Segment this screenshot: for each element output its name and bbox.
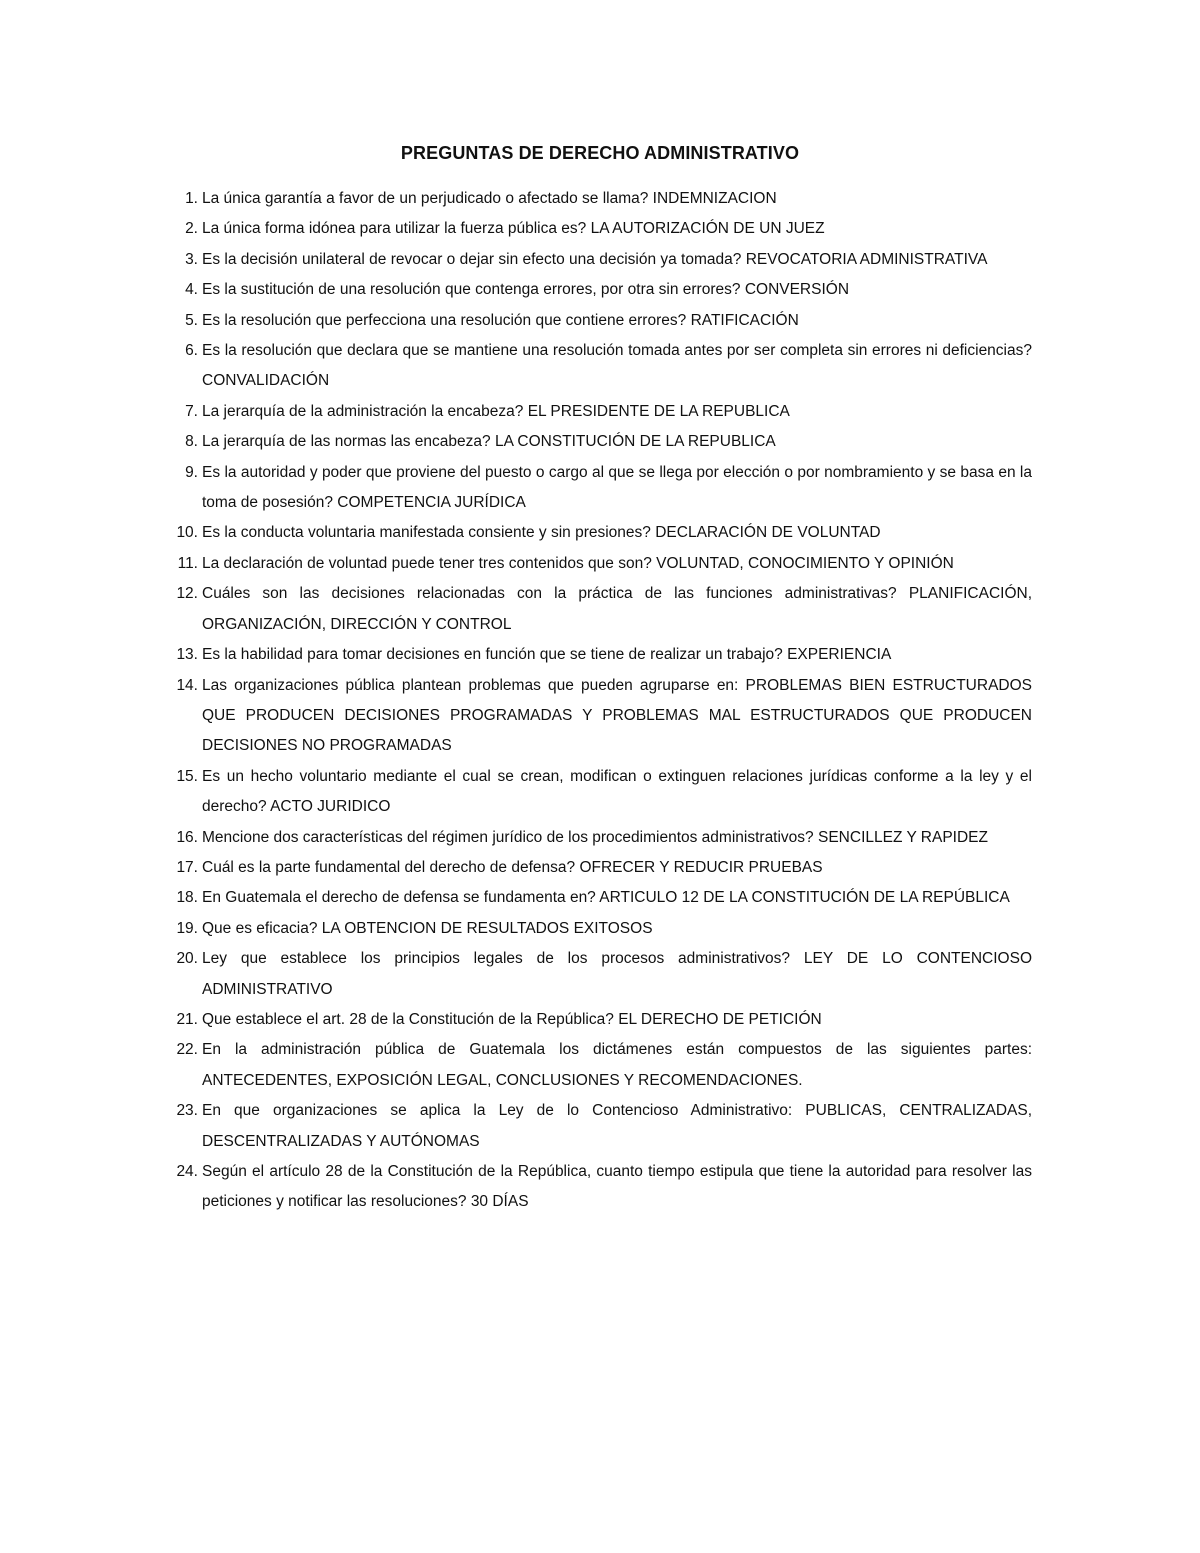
list-item: [160, 579, 1032, 640]
question-number: 17.: [176, 858, 198, 876]
answer-text: LEY DE LO CONTENCIOSO ADMINISTRATIVO: [202, 950, 1033, 998]
question-number: 11.: [177, 554, 198, 572]
list-item: [160, 275, 1032, 305]
list-item: [160, 1005, 1032, 1035]
question-text: La jerarquía de la administración la encabeza?: [202, 402, 524, 420]
list-item: [160, 671, 1032, 762]
question-text: Cuáles son las decisiones relacionadas con la práctica de las funciones administrativas?: [202, 585, 897, 603]
question-text: Cuál es la parte fundamental del derecho de defensa?: [202, 858, 576, 876]
question-text: Es la decisión unilateral de revocar o dejar sin efecto una decisión ya tomada?: [202, 250, 742, 268]
question-number: 23.: [176, 1102, 198, 1120]
answer-text: ACTO JURIDICO: [270, 798, 391, 816]
question-text: Es la resolución que declara que se mantiene una resolución tomada antes por ser completa sin errores ni deficiencias?: [202, 342, 1032, 360]
answer-text: RATIFICACIÓN: [690, 311, 799, 329]
question-number: 13.: [176, 646, 198, 664]
question-number: 3.: [185, 250, 198, 268]
list-item: [160, 458, 1032, 519]
question-number: 6.: [185, 342, 198, 360]
question-number: 19.: [176, 919, 198, 937]
answer-text: SENCILLEZ Y RAPIDEZ: [818, 828, 988, 846]
question-number: 20.: [176, 950, 198, 968]
list-item: [160, 944, 1032, 1005]
question-number: 21.: [176, 1010, 198, 1028]
list-item: [160, 518, 1032, 548]
list-item: [160, 1096, 1032, 1157]
question-text: La única forma idónea para utilizar la fuerza pública es?: [202, 220, 587, 238]
question-text: Es la autoridad y poder que proviene del puesto o cargo al que se llega por elección o por nombramiento y se basa en la toma de posesión?: [202, 463, 1032, 512]
question-text: La única garantía a favor de un perjudicado o afectado se llama?: [202, 190, 649, 207]
list-item: [160, 306, 1032, 336]
list-item: [160, 549, 1032, 579]
question-text: Mencione dos características del régimen jurídico de los procedimientos administrativos?: [202, 828, 814, 846]
question-number: 2.: [185, 220, 198, 238]
answer-text: COMPETENCIA JURÍDICA: [337, 494, 526, 512]
list-item: [160, 823, 1032, 853]
answer-text: REVOCATORIA ADMINISTRATIVA: [745, 250, 988, 268]
question-number: 1.: [185, 190, 198, 207]
answer-text: LA CONSTITUCIÓN DE LA REPUBLICA: [494, 433, 776, 451]
question-text: Es la conducta voluntaria manifestada consiente y sin presiones?: [202, 524, 651, 542]
list-item: [160, 762, 1032, 823]
list-item: [160, 853, 1032, 883]
list-item: [160, 1157, 1032, 1218]
answer-text: PLANIFICACIÓN, ORGANIZACIÓN, DIRECCIÓN Y CONTROL: [202, 585, 1033, 633]
question-text: Que es eficacia?: [202, 919, 318, 937]
list-item: [160, 336, 1032, 397]
list-item: [160, 427, 1032, 457]
answer-text: OFRECER Y REDUCIR PRUEBAS: [579, 858, 823, 876]
answer-text: DECLARACIÓN DE VOLUNTAD: [655, 524, 881, 542]
list-item: [160, 184, 1032, 214]
document-title: PREGUNTAS DE DERECHO ADMINISTRATIVO: [400, 143, 800, 163]
question-text: Ley que establece los principios legales de los procesos administrativos?: [202, 950, 791, 968]
list-item: [160, 397, 1032, 427]
question-number: 18.: [176, 889, 198, 907]
answer-text: PUBLICAS, CENTRALIZADAS, DESCENTRALIZADAS Y AUTÓNOMAS: [202, 1102, 1032, 1150]
question-number: 5.: [185, 311, 198, 329]
list-item: [160, 245, 1032, 275]
answer-text: VOLUNTAD, CONOCIMIENTO Y OPINIÓN: [656, 554, 954, 572]
answer-text: CONVALIDACIÓN: [202, 372, 330, 390]
question-text: Es la sustitución de una resolución que contenga errores, por otra sin errores?: [202, 281, 741, 299]
list-item: [160, 883, 1032, 913]
question-number: 8.: [185, 433, 198, 451]
question-list: [160, 184, 1032, 1218]
answer-text: 30 DÍAS: [470, 1193, 529, 1211]
list-item: [160, 214, 1032, 244]
answer-text: ARTICULO 12 DE LA CONSTITUCIÓN DE LA REPÚBLICA: [599, 889, 1010, 907]
question-text: En Guatemala el derecho de defensa se fundamenta en?: [202, 889, 596, 907]
question-text: Según el artículo 28 de la Constitución de la República, cuanto tiempo estipula que tiene la autoridad para resolver las peticiones y notificar las resoluciones?: [202, 1163, 1032, 1211]
question-text: La jerarquía de las normas las encabeza?: [202, 433, 491, 451]
question-text: Es la resolución que perfecciona una resolución que contiene errores?: [202, 311, 687, 329]
answer-text: ANTECEDENTES, EXPOSICIÓN LEGAL, CONCLUSIONES Y RECOMENDACIONES.: [202, 1071, 803, 1089]
answer-text: EXPERIENCIA: [787, 646, 892, 664]
answer-text: INDEMNIZACION: [652, 190, 777, 207]
question-number: 24.: [176, 1163, 198, 1180]
question-text: En que organizaciones se aplica la Ley de lo Contencioso Administrativo:: [202, 1102, 793, 1120]
question-number: 16.: [176, 828, 198, 846]
question-text: Que establece el art. 28 de la Constitución de la República?: [202, 1010, 614, 1028]
question-number: 14.: [176, 676, 198, 694]
answer-text: PROBLEMAS BIEN ESTRUCTURADOS QUE PRODUCEN DECISIONES PROGRAMADAS Y PROBLEMAS MAL ESTRUCTURADOS QUE PRODUCEN DECISIONES NO PROGRAMADAS: [202, 676, 1032, 755]
list-item: [160, 1035, 1032, 1096]
question-text: Las organizaciones pública plantean problemas que pueden agruparse en:: [202, 676, 739, 694]
list-item: [160, 914, 1032, 944]
answer-text: LA AUTORIZACIÓN DE UN JUEZ: [590, 220, 825, 238]
question-text: Es la habilidad para tomar decisiones en función que se tiene de realizar un trabajo?: [202, 646, 783, 664]
answer-text: CONVERSIÓN: [744, 281, 850, 299]
question-number: 7.: [185, 402, 198, 420]
question-number: 12.: [176, 585, 198, 603]
answer-text: LA OBTENCION DE RESULTADOS EXITOSOS: [321, 919, 653, 937]
question-number: 10.: [176, 524, 198, 542]
question-number: 9.: [185, 463, 198, 481]
question-number: 22.: [176, 1041, 198, 1059]
answer-text: EL PRESIDENTE DE LA REPUBLICA: [527, 402, 790, 420]
question-number: 4.: [185, 281, 198, 299]
question-text: La declaración de voluntad puede tener tres contenidos que son?: [202, 554, 652, 572]
question-number: 15.: [176, 767, 198, 785]
question-text: Es un hecho voluntario mediante el cual se crean, modifican o extinguen relaciones jurídicas conforme a la ley y el derecho?: [202, 767, 1032, 816]
answer-text: EL DERECHO DE PETICIÓN: [618, 1010, 822, 1028]
question-text: En la administración pública de Guatemala los dictámenes están compuestos de las siguientes partes:: [202, 1041, 1032, 1059]
list-item: [160, 640, 1032, 670]
